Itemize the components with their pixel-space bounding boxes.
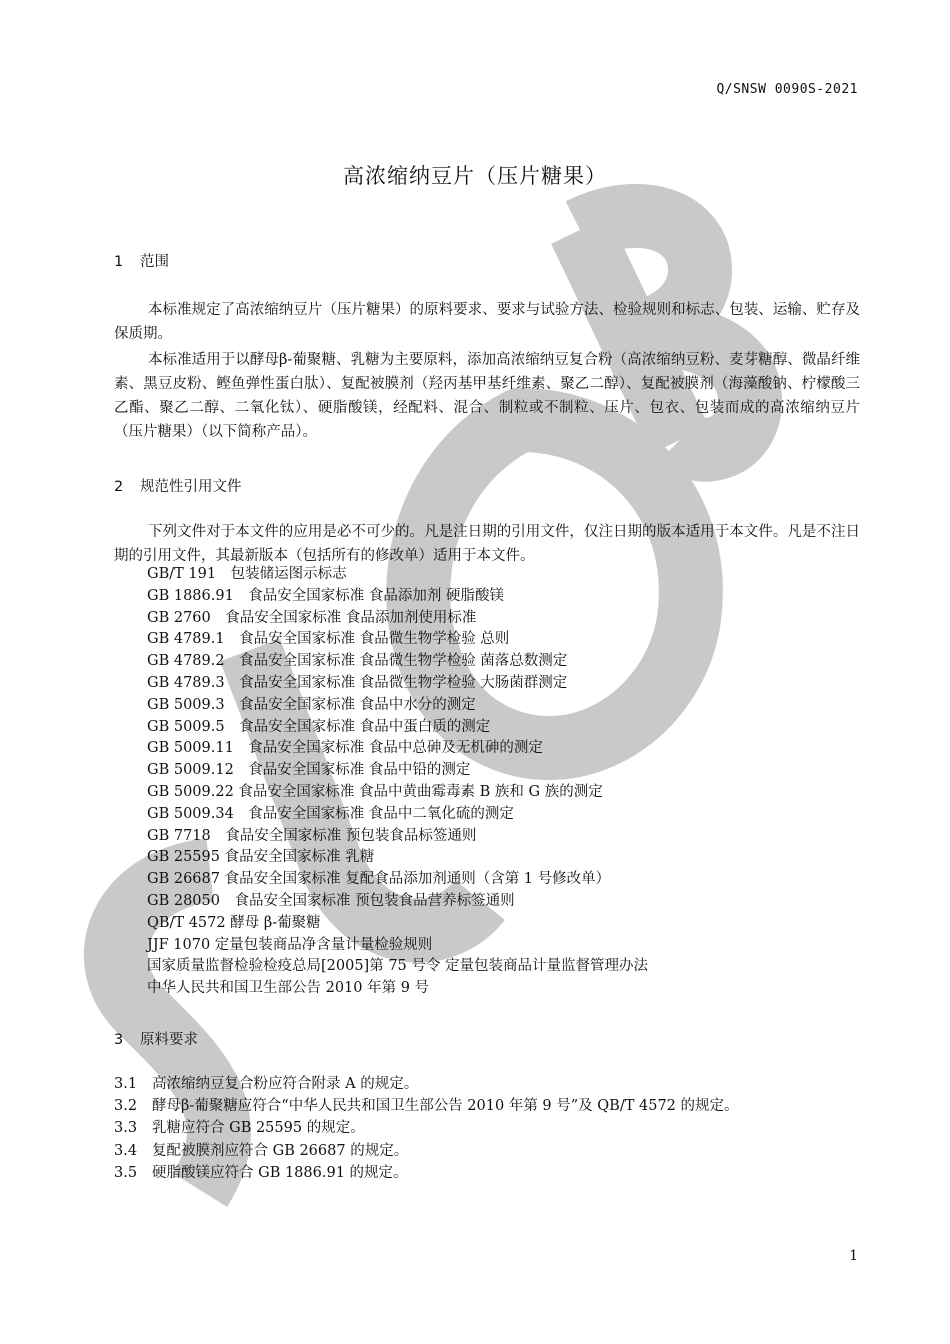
reference-item: GB 4789.2 食品安全国家标准 食品微生物学检验 菌落总数测定	[147, 653, 568, 670]
section-1-paragraph-1: 本标准规定了高浓缩纳豆片（压片糖果）的原料要求、要求与试验方法、检验规则和标志、包装、运输、贮存及保质期。	[114, 302, 860, 342]
section-2-heading	[114, 475, 242, 496]
reference-item: 中华人民共和国卫生部公告 2010 年第 9 号	[147, 980, 430, 997]
reference-item: 国家质量监督检验检疫总局[2005]第 75 号令 定量包装商品计量监督管理办法	[147, 958, 648, 975]
section-title: 原料要求	[140, 1032, 198, 1048]
section-number: 1	[114, 254, 124, 270]
reference-item: GB 4789.3 食品安全国家标准 食品微生物学检验 大肠菌群测定	[147, 674, 568, 691]
reference-item: GB 1886.91 食品安全国家标准 食品添加剂 硬脂酸镁	[147, 587, 505, 604]
reference-item: GB 5009.22 食品安全国家标准 食品中黄曲霉毒素 B 族和 G 族的测定	[147, 783, 603, 800]
requirement-text: 高浓缩纳豆复合粉应符合附录 A 的规定。	[152, 1076, 419, 1092]
reference-item: GB 5009.34 食品安全国家标准 食品中二氧化硫的测定	[147, 805, 514, 822]
section-2-intro: 下列文件对于本文件的应用是必不可少的。凡是注日期的引用文件，仅注日期的版本适用于本文件。凡是不注日期的引用文件，其最新版本（包括所有的修改单）适用于本文件。	[114, 524, 860, 564]
section-title: 规范性引用文件	[140, 479, 242, 495]
reference-item: GB/T 191 包装储运图示标志	[147, 566, 347, 582]
reference-list	[147, 564, 648, 1000]
requirement-number: 3.5	[114, 1164, 138, 1181]
requirement-item	[114, 1117, 739, 1139]
requirement-number: 3.2	[114, 1098, 138, 1115]
document-title: 高浓缩纳豆片（压片糖果）	[343, 164, 607, 188]
section-1-heading	[114, 250, 169, 271]
reference-item: GB 28050 食品安全国家标准 预包装食品营养标签通则	[147, 892, 515, 909]
reference-item: GB 7718 食品安全国家标准 预包装食品标签通则	[147, 827, 477, 844]
section-1-paragraph-2: 本标准适用于以酵母β-葡聚糖、乳糖为主要原料，添加高浓缩纳豆复合粉（高浓缩纳豆粉、麦芽糖醇、微晶纤维素、黑豆皮粉、鲣鱼弹性蛋白肽）、复配被膜剂（羟丙基甲基纤维素、聚乙二醇）、复配被膜剂（海藻酸钠、柠檬酸三乙酯、聚乙二醇、二氧化钛）、硬脂酸镁，经配料、混合、制粒或不制粒、压片、包衣、包装而成的高浓缩纳豆片（压片糖果）（以下简称产品）。	[114, 352, 860, 440]
reference-item: GB 25595 食品安全国家标准 乳糖	[147, 849, 375, 866]
requirement-item	[114, 1140, 739, 1162]
requirement-number: 3.3	[114, 1120, 138, 1137]
reference-item: JJF 1070 定量包装商品净含量计量检验规则	[147, 936, 433, 953]
requirement-item	[114, 1095, 739, 1117]
standard-code: Q/SNSW 0090S-2021	[716, 82, 858, 97]
requirement-text: 酵母β-葡聚糖应符合“中华人民共和国卫生部公告 2010 年第 9 号”及 QB/T 4572 的规定。	[152, 1098, 739, 1115]
requirement-item	[114, 1073, 739, 1095]
section-number: 2	[114, 479, 124, 495]
reference-item: GB 26687 食品安全国家标准 复配食品添加剂通则（含第 1 号修改单）	[147, 871, 611, 888]
section-3-heading	[114, 1028, 198, 1049]
requirement-item	[114, 1162, 739, 1184]
requirement-number: 3.1	[114, 1076, 138, 1092]
section-title: 范围	[140, 254, 169, 270]
requirement-text: 复配被膜剂应符合 GB 26687 的规定。	[152, 1142, 409, 1159]
reference-item: GB 5009.12 食品安全国家标准 食品中铅的测定	[147, 762, 471, 779]
reference-item: GB 4789.1 食品安全国家标准 食品微生物学检验 总则	[147, 631, 510, 648]
reference-item: GB 2760 食品安全国家标准 食品添加剂使用标准	[147, 609, 477, 626]
reference-item: GB 5009.11 食品安全国家标准 食品中总砷及无机砷的测定	[147, 740, 543, 757]
raw-material-requirements	[114, 1073, 739, 1184]
page-number: 1	[849, 1248, 858, 1264]
requirement-text: 乳糖应符合 GB 25595 的规定。	[152, 1120, 365, 1137]
reference-item: GB 5009.3 食品安全国家标准 食品中水分的测定	[147, 696, 476, 713]
reference-item: GB 5009.5 食品安全国家标准 食品中蛋白质的测定	[147, 718, 491, 735]
requirement-text: 硬脂酸镁应符合 GB 1886.91 的规定。	[152, 1164, 408, 1181]
section-number: 3	[114, 1032, 124, 1048]
reference-item: QB/T 4572 酵母 β-葡聚糖	[147, 914, 321, 931]
requirement-number: 3.4	[114, 1142, 138, 1159]
